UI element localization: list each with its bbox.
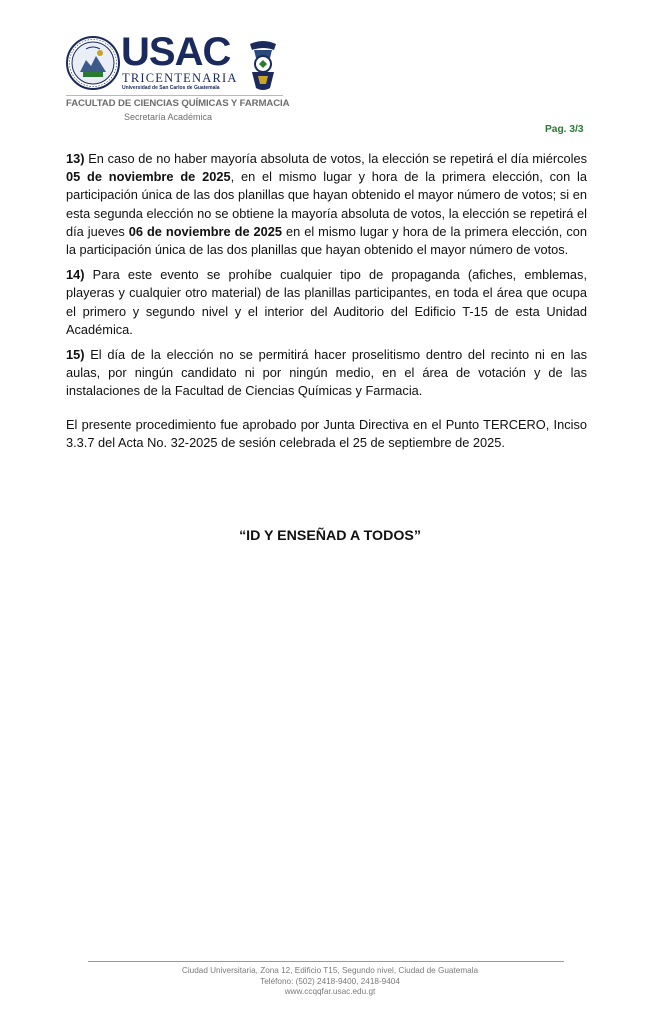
paragraph-text: , en el mismo lugar y hora de la primera elección, con la participación única de las dos planillas que hayan obtenido el mayor número de votos; si en esta segunda elección no se obtiene la mayoría absoluta de votos, la elección se repetirá el día jueves bbox=[66, 169, 587, 239]
university-name: Universidad de San Carlos de Guatemala bbox=[122, 85, 220, 91]
footer-phone: Teléfono: (502) 2418-9400, 2418-9404 bbox=[260, 976, 400, 986]
university-motto: “ID Y ENSEÑAD A TODOS” bbox=[239, 528, 421, 544]
item-number: 14) bbox=[66, 267, 85, 283]
date-highlight: 06 de noviembre de 2025 bbox=[128, 223, 283, 239]
date-highlight: 05 de noviembre de 2025 bbox=[66, 169, 231, 185]
paragraph-13 bbox=[66, 150, 587, 259]
document-body bbox=[66, 150, 587, 459]
page-number: Pag. 3/3 bbox=[545, 124, 584, 135]
footer-website: www.ccqqfar.usac.edu.gt bbox=[284, 987, 376, 996]
paragraph-text: El día de la elección no se permitirá hacer proselitismo dentro del recinto ni en las aulas, por ningún candidato ni por ningún medio, en el área de votación y de las instalaciones de la Facultad de Ciencias Químicas y Farmacia. bbox=[66, 347, 587, 399]
header-divider bbox=[66, 95, 283, 96]
usac-seal-logo bbox=[66, 36, 120, 90]
paragraph-text: Para este evento se prohíbe cualquier tipo de propaganda (afiches, emblemas, playeras y cualquier otro material) de las planillas participantes, en toda el área que ocupa el primero y segundo nivel y el interior del Auditorio del Edificio T-15 de esta Unidad Académica. bbox=[66, 267, 587, 337]
department-name: Secretaría Académica bbox=[124, 112, 213, 122]
paragraph-15 bbox=[66, 346, 587, 401]
paragraph-text: En caso de no haber mayoría absoluta de votos, la elección se repetirá el día miércoles bbox=[84, 151, 587, 166]
faculty-emblem-logo bbox=[246, 36, 280, 92]
footer-address: Ciudad Universitaria, Zona 12, Edificio T15, Segundo nivel, Ciudad de Guatemala bbox=[181, 966, 479, 975]
paragraph-14 bbox=[66, 266, 587, 339]
closing-paragraph: El presente procedimiento fue aprobado por Junta Directiva en el Punto TERCERO, Inciso 3.3.7 del Acta No. 32-2025 de sesión celebrada el 25 de septiembre de 2025. bbox=[66, 416, 587, 450]
faculty-name: FACULTAD DE CIENCIAS QUÍMICAS Y FARMACIA bbox=[66, 98, 290, 109]
page-footer bbox=[0, 966, 660, 998]
brand-subtitle: TRICENTENARIA bbox=[122, 71, 238, 85]
item-number: 13) bbox=[66, 151, 85, 166]
paragraph-text: en el mismo lugar y hora de la primera elección, con la participación única de las dos planillas que hayan obtenido el mayor número de votos. bbox=[66, 223, 587, 258]
brand-wordmark: USAC bbox=[121, 30, 231, 74]
footer-divider bbox=[88, 961, 564, 962]
item-number: 15) bbox=[66, 347, 85, 363]
